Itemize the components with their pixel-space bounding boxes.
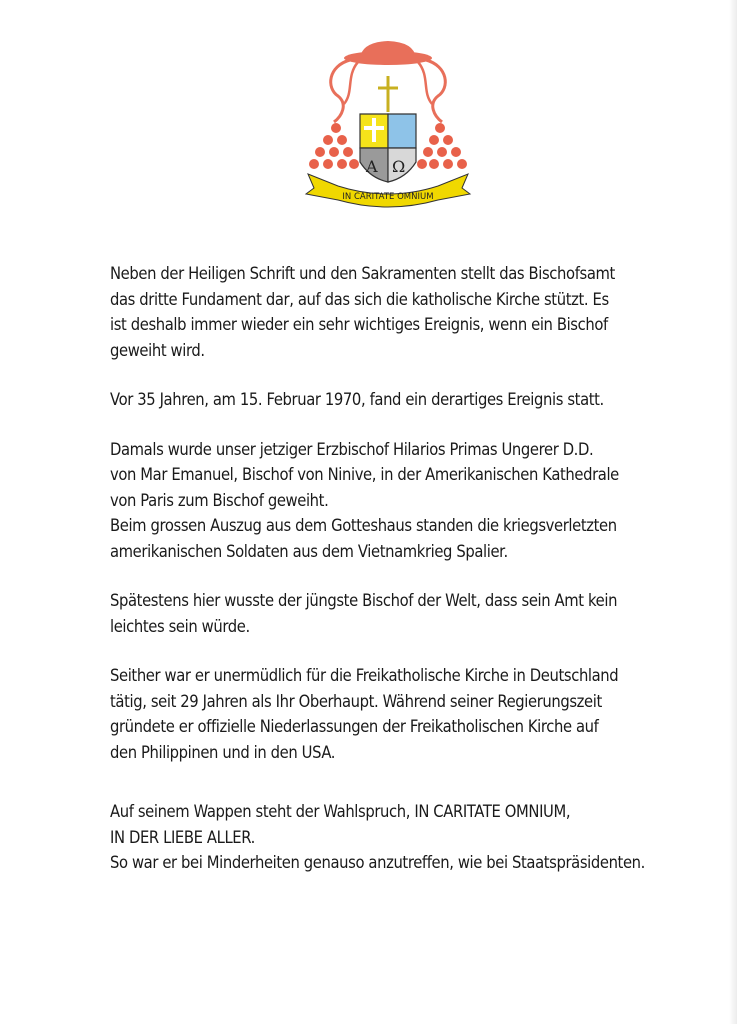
body-text: [110, 262, 645, 901]
coat-of-arms: [298, 36, 478, 216]
text-line: Beim grossen Auszug aus dem Gotteshaus standen die kriegsverletzten: [110, 516, 617, 536]
svg-text:Ω: Ω: [392, 157, 406, 176]
text-line: Damals wurde unser jetziger Erzbischof Hilarios Primas Ungerer D.D.: [110, 439, 594, 460]
paragraph-anniversary: [110, 388, 626, 414]
text-line: tätig, seit 29 Jahren als Ihr Oberhaupt. Während seiner Regierungszeit: [110, 691, 602, 712]
coat-of-arms-emblem: [298, 36, 478, 216]
text-line: von Paris zum Bischof geweiht.: [110, 490, 329, 511]
paragraph-tenure: [110, 664, 626, 766]
text-line: Vor 35 Jahren, am 15. Februar 1970, fand ein derartiges Ereignis statt.: [110, 390, 604, 410]
paragraph-motto: [110, 800, 645, 877]
svg-text:A: A: [366, 157, 378, 176]
text-line: amerikanischen Soldaten aus dem Vietnamkrieg Spalier.: [110, 541, 508, 562]
text-line: leichtes sein würde.: [110, 616, 250, 637]
text-line: So war er bei Minderheiten genauso anzutreffen, wie bei Staatspräsidenten.: [110, 853, 645, 873]
text-line: das dritte Fundament dar, auf das sich die katholische Kirche stützt. Es: [110, 289, 609, 310]
paragraph-youngest-bishop: [110, 589, 626, 640]
text-line: Spätestens hier wusste der jüngste Bischof der Welt, dass sein Amt kein: [110, 591, 618, 611]
motto-ribbon-text: IN CARITATE OMNIUM: [342, 192, 434, 202]
text-line: von Mar Emanuel, Bischof von Ninive, in der Amerikanischen Kathedrale: [110, 465, 619, 485]
paragraph-consecration: [110, 438, 626, 566]
text-line: den Philippinen und in den USA.: [110, 742, 336, 763]
paragraph-bishop-office: [110, 262, 626, 364]
galero-hat-crown: [360, 41, 416, 58]
text-line: Auf seinem Wappen steht der Wahlspruch, IN CARITATE OMNIUM,: [110, 802, 571, 822]
tassels-right: [417, 123, 467, 169]
text-line: IN DER LIEBE ALLER.: [110, 827, 255, 848]
text-line: geweiht wird.: [110, 340, 205, 361]
text-line: ist deshalb immer wieder ein sehr wichtiges Ereignis, wenn ein Bischof: [110, 315, 608, 335]
cross-icon: [378, 76, 398, 112]
page-edge-shadow: [729, 0, 737, 1024]
tassels-left: [309, 123, 359, 169]
text-line: Seither war er unermüdlich für die Freikatholische Kirche in Deutschland: [110, 666, 619, 686]
text-line: gründete er offizielle Niederlassungen der Freikatholischen Kirche auf: [110, 717, 599, 737]
text-line: Neben der Heiligen Schrift und den Sakramenten stellt das Bischofsamt: [110, 264, 615, 284]
